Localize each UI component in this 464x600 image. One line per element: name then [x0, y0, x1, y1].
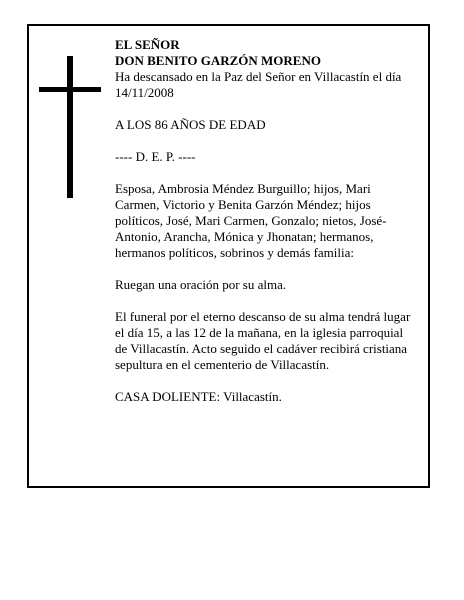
deceased-name: DON BENITO GARZÓN MORENO — [115, 53, 321, 68]
obituary-text — [115, 37, 415, 405]
cross-icon-crossbar — [39, 87, 101, 92]
title-line-1: EL SEÑOR — [115, 37, 180, 52]
family-paragraph: Esposa, Ambrosia Méndez Burguillo; hijos, Mari Carmen, Victorio y Benita Garzón Méndez; hijos políticos, José, Mari Carmen, Gonzalo; nietos, José-Antonio, Arancha, Mónica y Jhonatan; hermanos, hermanos políticos, sobrinos y demás familia: — [115, 181, 387, 260]
dep-line: ---- D. E. P. ---- — [115, 149, 196, 164]
obituary-card — [27, 24, 430, 488]
prayer-line: Ruegan una oración por su alma. — [115, 277, 287, 292]
mourning-house-line: CASA DOLIENTE: Villacastín. — [115, 389, 282, 404]
funeral-paragraph: El funeral por el eterno descanso de su alma tendrá lugar el día 15, a las 12 de la mañana, en la iglesia parroquial de Villacastín. Acto seguido el cadáver recibirá cristiana sepultura en el cementerio de Villacastín. — [115, 309, 411, 372]
rest-announcement: Ha descansado en la Paz del Señor en Villacastín el día 14/11/2008 — [115, 69, 402, 100]
cross-icon — [67, 56, 73, 198]
age-line: A LOS 86 AÑOS DE EDAD — [115, 117, 266, 132]
